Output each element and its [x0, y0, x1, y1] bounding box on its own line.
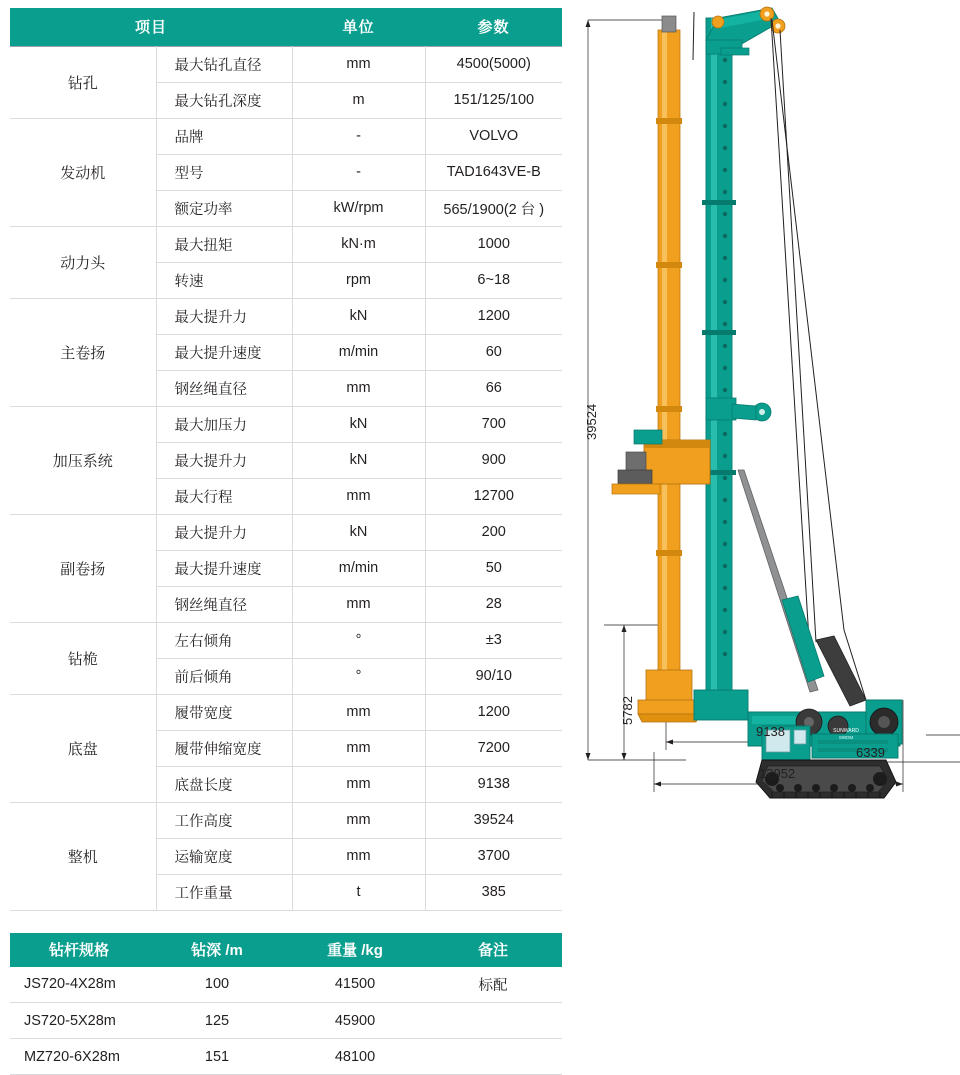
machine-drawing-column — [566, 0, 960, 1068]
spec-item-value: 7200 — [425, 730, 562, 766]
table-row — [10, 694, 562, 730]
spec-item-unit: mm — [292, 46, 425, 82]
spec-item-unit: m/min — [292, 550, 425, 586]
spec-item-unit: ° — [292, 622, 425, 658]
rod-weight: 41500 — [286, 967, 424, 1003]
spec-item-value: 1200 — [425, 694, 562, 730]
spec-item-value: 50 — [425, 550, 562, 586]
spec-item-value: 700 — [425, 406, 562, 442]
spec-item-label: 左右倾角 — [156, 622, 292, 658]
specifications-table — [10, 8, 562, 911]
rod-table-header-row — [10, 933, 562, 967]
rod-note — [424, 1039, 562, 1075]
spec-item-label: 运输宽度 — [156, 838, 292, 874]
rod-note: 标配 — [424, 967, 562, 1003]
drill-rod-mast — [638, 16, 700, 722]
spec-item-unit: mm — [292, 730, 425, 766]
spec-item-value: 28 — [425, 586, 562, 622]
rod-spec: JS720-5X28m — [10, 1003, 148, 1039]
table-row — [10, 622, 562, 658]
spec-group-label: 底盘 — [10, 694, 156, 802]
table-row — [10, 1003, 562, 1039]
dimension-lines — [586, 20, 960, 792]
spec-group-label: 动力头 — [10, 226, 156, 298]
table-row — [10, 298, 562, 334]
rod-spec: MZ720-6X28m — [10, 1039, 148, 1075]
spec-item-unit: kN — [292, 442, 425, 478]
spec-item-label: 最大行程 — [156, 478, 292, 514]
spec-item-label: 转速 — [156, 262, 292, 298]
spec-item-unit: mm — [292, 586, 425, 622]
spec-item-value: 565/1900(2 台 ) — [425, 190, 562, 226]
spec-item-label: 前后倾角 — [156, 658, 292, 694]
spec-item-unit: ° — [292, 658, 425, 694]
table-row — [10, 802, 562, 838]
dim-chassis-length: 9138 — [756, 724, 785, 739]
spec-item-label: 最大钻孔直径 — [156, 46, 292, 82]
spec-item-label: 底盘长度 — [156, 766, 292, 802]
spec-item-unit: kW/rpm — [292, 190, 425, 226]
spec-table-body — [10, 46, 562, 910]
table-row — [10, 514, 562, 550]
spec-item-label: 最大加压力 — [156, 406, 292, 442]
table-row — [10, 1039, 562, 1075]
dim-rear-length: 6339 — [856, 745, 885, 760]
spec-item-unit: mm — [292, 766, 425, 802]
spec-group-label: 整机 — [10, 802, 156, 910]
spec-item-label: 钢丝绳直径 — [156, 586, 292, 622]
mast-support-cylinder — [738, 470, 866, 706]
spec-item-value: 900 — [425, 442, 562, 478]
spec-item-unit: kN — [292, 514, 425, 550]
rod-note — [424, 1003, 562, 1039]
spec-group-label: 加压系统 — [10, 406, 156, 514]
mast-tower — [702, 18, 736, 698]
spec-item-unit: kN — [292, 406, 425, 442]
model-label: SWDM — [839, 735, 853, 740]
spec-item-value: 1000 — [425, 226, 562, 262]
spec-item-label: 最大提升力 — [156, 514, 292, 550]
tables-column — [10, 8, 562, 1075]
spec-item-unit: t — [292, 874, 425, 910]
table-row — [10, 967, 562, 1003]
spec-item-label: 最大提升力 — [156, 298, 292, 334]
spec-item-value: 385 — [425, 874, 562, 910]
rod-depth: 151 — [148, 1039, 286, 1075]
spec-header-value: 参数 — [425, 8, 562, 46]
spec-item-label: 工作重量 — [156, 874, 292, 910]
spec-item-value: ±3 — [425, 622, 562, 658]
spec-item-value: 3700 — [425, 838, 562, 874]
spec-header-item: 项目 — [10, 8, 292, 46]
spec-item-value: 4500(5000) — [425, 46, 562, 82]
spec-item-value: 6~18 — [425, 262, 562, 298]
rod-header-depth: 钻深 /m — [148, 933, 286, 967]
spec-group-label: 发动机 — [10, 118, 156, 226]
spec-item-unit: mm — [292, 370, 425, 406]
spec-item-unit: rpm — [292, 262, 425, 298]
spec-header-unit: 单位 — [292, 8, 425, 46]
spec-item-label: 型号 — [156, 154, 292, 190]
spec-item-value: 151/125/100 — [425, 82, 562, 118]
table-row — [10, 46, 562, 82]
spec-item-value: 1200 — [425, 298, 562, 334]
rod-weight: 45900 — [286, 1003, 424, 1039]
spec-item-label: 钢丝绳直径 — [156, 370, 292, 406]
spec-item-unit: mm — [292, 694, 425, 730]
spec-item-label: 工作高度 — [156, 802, 292, 838]
spec-item-value: TAD1643VE-B — [425, 154, 562, 190]
spec-group-label: 副卷扬 — [10, 514, 156, 622]
spec-item-value: 12700 — [425, 478, 562, 514]
spec-group-label: 钻桅 — [10, 622, 156, 694]
spec-group-label: 主卷扬 — [10, 298, 156, 406]
spec-item-value: 39524 — [425, 802, 562, 838]
spec-item-label: 最大提升速度 — [156, 334, 292, 370]
table-row — [10, 226, 562, 262]
spec-item-unit: kN·m — [292, 226, 425, 262]
rod-spec: JS720-4X28m — [10, 967, 148, 1003]
spec-item-label: 履带伸缩宽度 — [156, 730, 292, 766]
rod-depth: 125 — [148, 1003, 286, 1039]
spec-item-unit: - — [292, 118, 425, 154]
rod-table-body — [10, 967, 562, 1075]
spec-item-unit: mm — [292, 838, 425, 874]
rod-depth: 100 — [148, 967, 286, 1003]
spec-item-unit: m/min — [292, 334, 425, 370]
spec-item-value: 200 — [425, 514, 562, 550]
spec-item-unit: mm — [292, 478, 425, 514]
spec-item-label: 最大钻孔深度 — [156, 82, 292, 118]
spec-item-label: 最大提升速度 — [156, 550, 292, 586]
rod-header-weight: 重量 /kg — [286, 933, 424, 967]
spec-item-unit: - — [292, 154, 425, 190]
spec-item-value: VOLVO — [425, 118, 562, 154]
drill-rod-table — [10, 933, 562, 1075]
spec-item-label: 品牌 — [156, 118, 292, 154]
rod-header-note: 备注 — [424, 933, 562, 967]
spec-item-value: 60 — [425, 334, 562, 370]
dim-overall-length: 12952 — [759, 766, 795, 781]
spec-item-value: 90/10 — [425, 658, 562, 694]
spec-item-unit: mm — [292, 802, 425, 838]
spec-item-value: 66 — [425, 370, 562, 406]
table-row — [10, 406, 562, 442]
spec-item-value: 9138 — [425, 766, 562, 802]
spec-item-unit: m — [292, 82, 425, 118]
table-row — [10, 118, 562, 154]
dim-total-height: 39524 — [584, 404, 599, 440]
spec-item-unit: kN — [292, 298, 425, 334]
spec-group-label: 钻孔 — [10, 46, 156, 118]
spec-item-label: 额定功率 — [156, 190, 292, 226]
rod-header-spec: 钻杆规格 — [10, 933, 148, 967]
spec-item-label: 最大扭矩 — [156, 226, 292, 262]
spec-table-header-row — [10, 8, 562, 46]
dim-lower-height: 5782 — [620, 696, 635, 725]
rod-weight: 48100 — [286, 1039, 424, 1075]
spec-item-label: 最大提升力 — [156, 442, 292, 478]
spec-item-label: 履带宽度 — [156, 694, 292, 730]
brand-label: SUNWARD — [833, 728, 859, 734]
